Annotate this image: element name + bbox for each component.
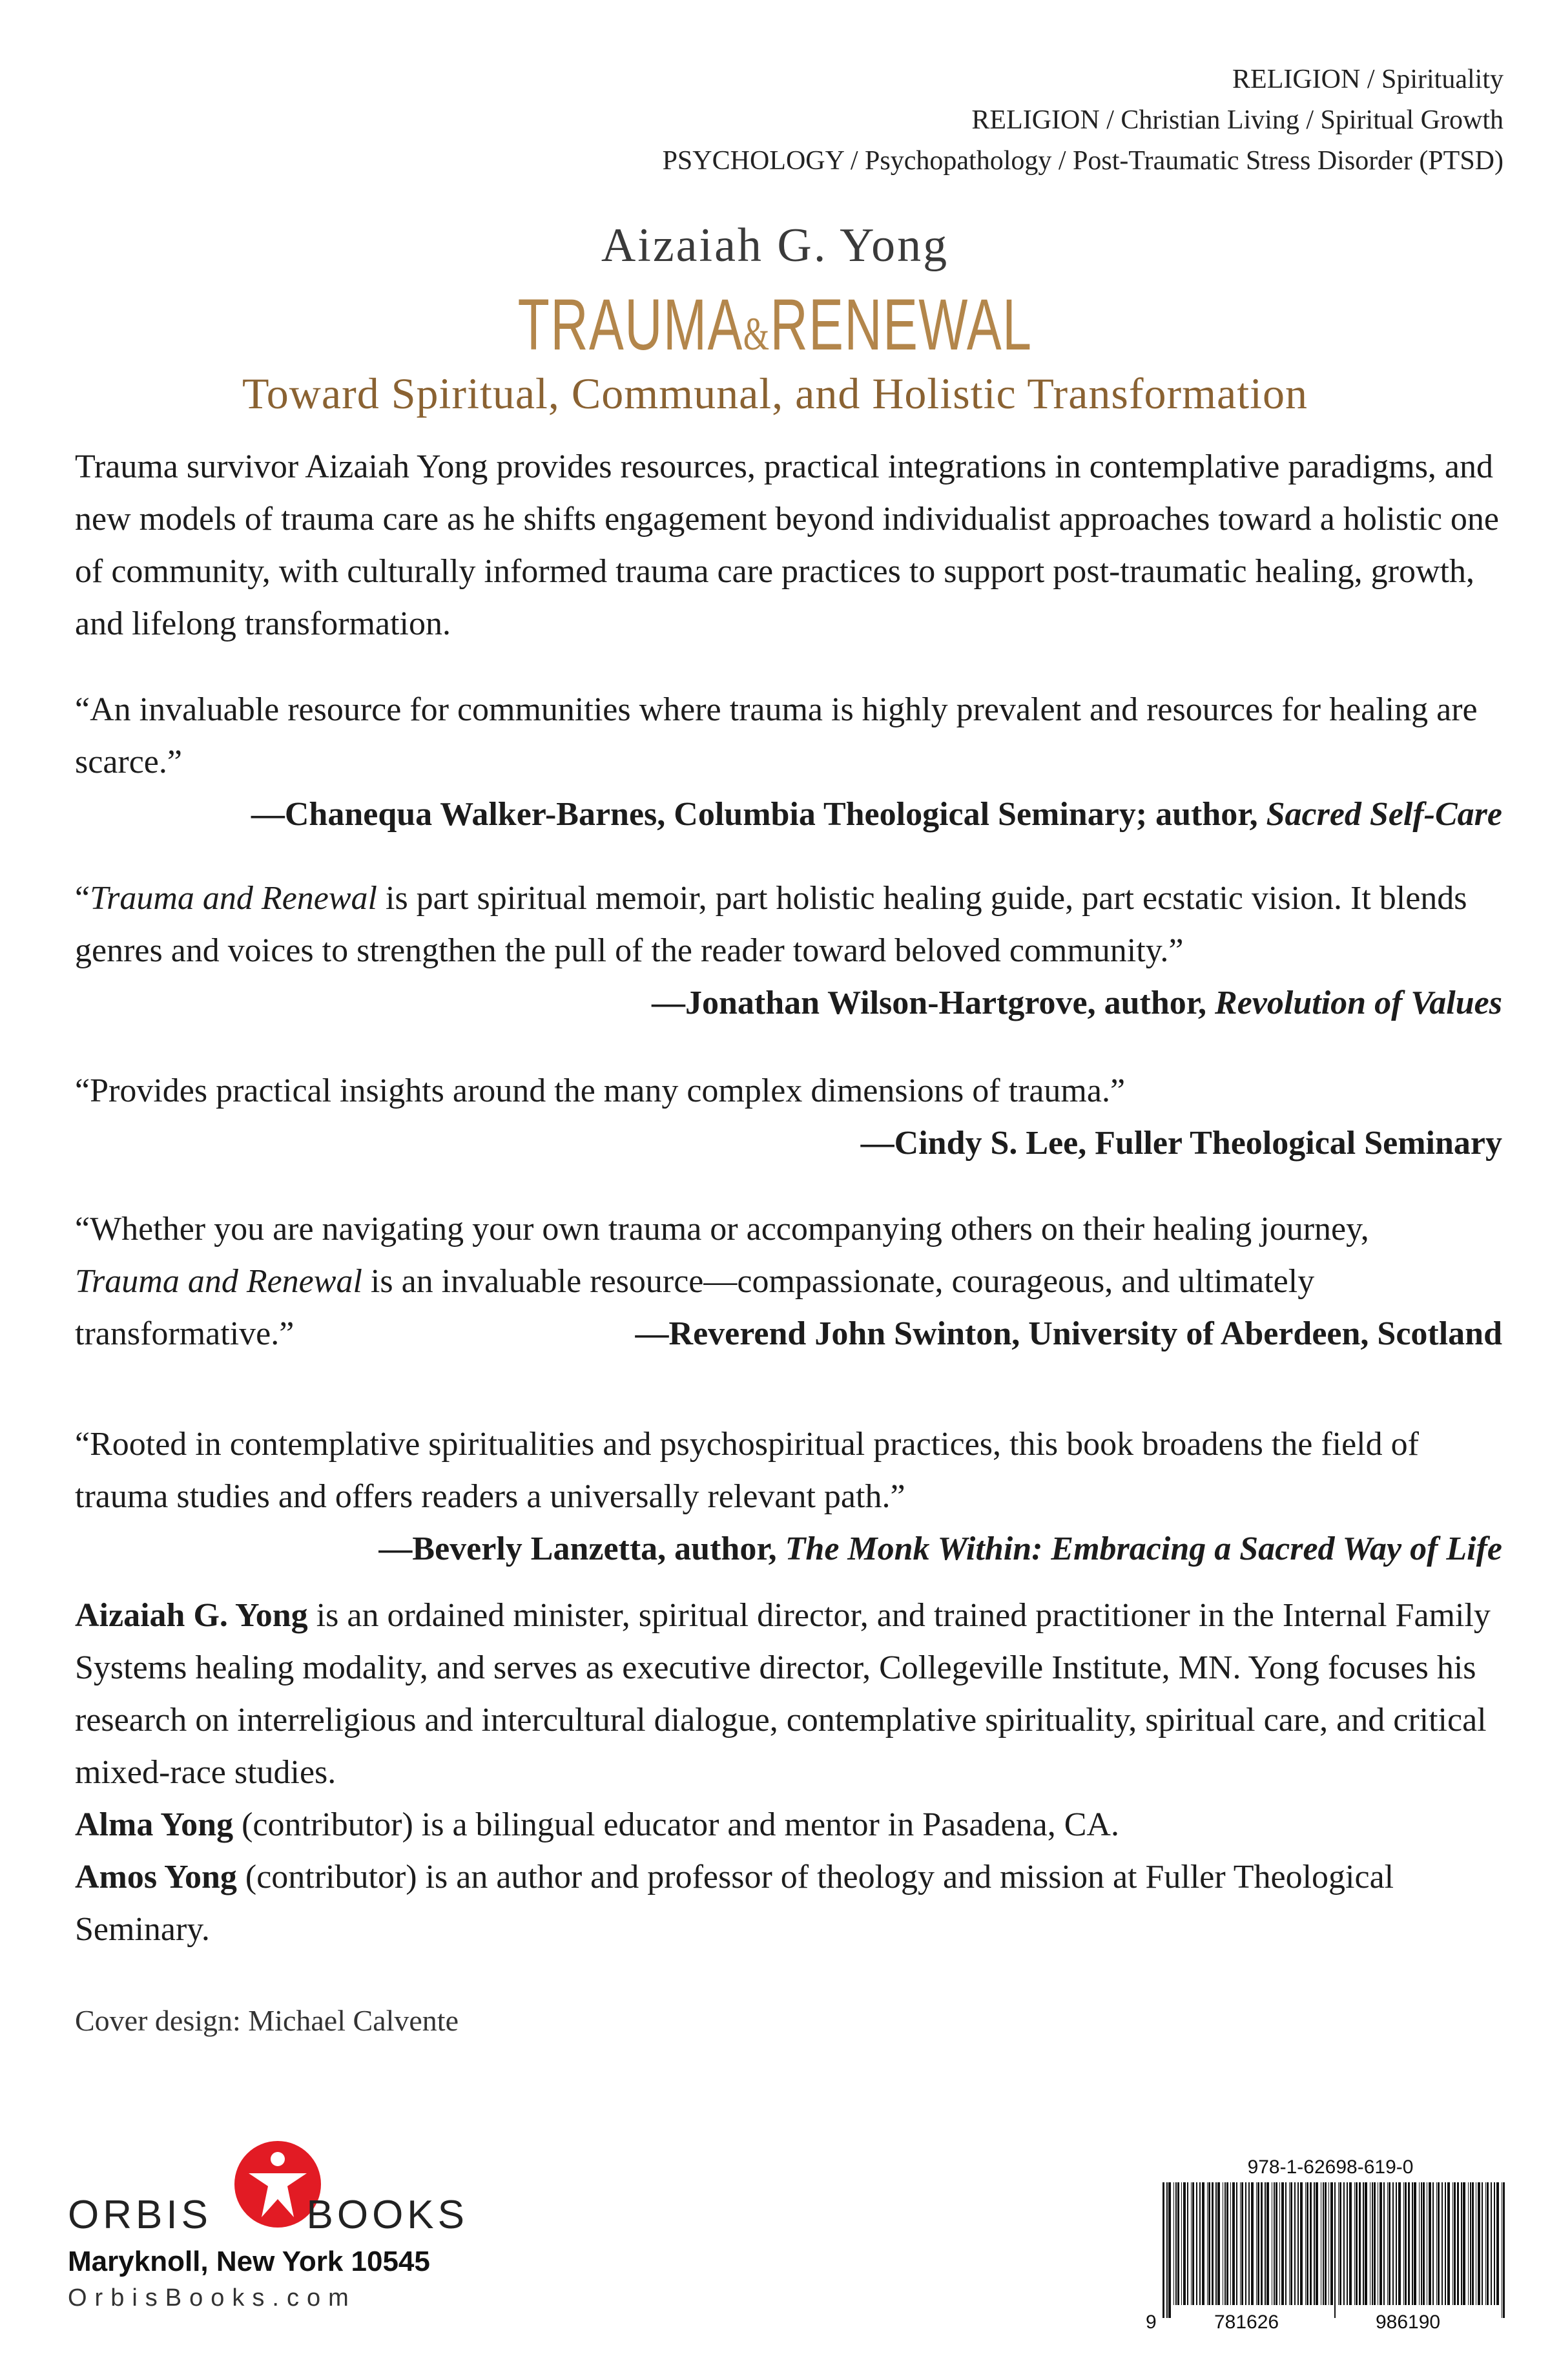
title-part-1: TRAUMA: [517, 284, 743, 365]
bisac-categories: [663, 59, 1504, 182]
barcode-icon: [1143, 2182, 1518, 2318]
endorsement-attribution: —Beverly Lanzetta, author, The Monk Within: Embracing a Sacred Way of Life: [378, 1530, 1502, 1567]
endorsed-work-title: Sacred Self-Care: [1266, 796, 1502, 833]
category-line: PSYCHOLOGY / Psychopathology / Post-Traumatic Stress Disorder (PTSD): [662, 146, 1504, 176]
bio-name: Aizaiah G. Yong: [75, 1597, 308, 1634]
isbn-barcode: 978-1-62698-619-0 9 781626 986190: [1143, 2156, 1518, 2350]
contributor-bios: [75, 1589, 1502, 1956]
endorsement: [75, 684, 1502, 840]
title-part-2: RENEWAL: [770, 284, 1033, 365]
category-line: RELIGION / Christian Living / Spiritual Growth: [971, 105, 1504, 135]
cover-design-credit: Cover design: Michael Calvente: [75, 2004, 459, 2037]
isbn-number: 978-1-62698-619-0: [1247, 2156, 1414, 2178]
endorsement-quote: “Provides practical insights around the many complex dimensions of trauma.”: [75, 1072, 1126, 1109]
endorsement: [75, 872, 1502, 1029]
endorsement-quote-line: “Whether you are navigating your own trauma or accompanying others on their healing journey,: [75, 1211, 1369, 1247]
book-title: [217, 283, 1333, 366]
endorsement-quote: “Rooted in contemplative spiritualities and psychospiritual practices, this book broadens the field of trauma studies and offers readers a universally relevant path.”: [75, 1426, 1419, 1515]
publisher-url: OrbisBooks.com: [68, 2284, 356, 2312]
endorsement-attribution: —Jonathan Wilson-Hartgrove, author, Revolution of Values: [651, 985, 1502, 1021]
publisher-address: Maryknoll, New York 10545: [68, 2246, 430, 2277]
endorsement-quote: “An invaluable resource for communities where trauma is highly prevalent and resources for healing are scarce.”: [75, 691, 1478, 780]
publisher-logo: ORBIS BOOKS Maryknoll, New York 10545 OrbisBooks.com: [68, 2132, 468, 2300]
endorsement-attribution: —Reverend John Swinton, University of Aberdeen, Scotland: [635, 1315, 1502, 1352]
endorsement-last-line: [75, 1308, 1502, 1360]
endorsement: [75, 1065, 1502, 1169]
bio-name: Alma Yong: [75, 1806, 234, 1843]
endorsement-quote-line: transformative.”: [75, 1315, 294, 1352]
endorsement-attribution: —Chanequa Walker-Barnes, Columbia Theological Seminary; author, Sacred Self-Care: [251, 796, 1502, 833]
endorsement-quote: “Trauma and Renewal is part spiritual memoir, part holistic healing guide, part ecstatic vision. It blends genres and voices to strengthen the pull of the reader toward beloved community.”: [75, 880, 1467, 969]
endorsement-quote-line: Trauma and Renewal is an invaluable resource—compassionate, courageous, and ultimately: [75, 1263, 1315, 1300]
bio-paragraph: Aizaiah G. Yong is an ordained minister, spiritual director, and trained practitioner in the Internal Family Systems healing modality, and serves as executive director, Collegeville Institute, MN. Yong focuses his research on interreligious and intercultural dialogue, contemplative spirituality, spiritual care, and critical mixed-race studies.: [75, 1597, 1491, 1791]
endorsement: [75, 1418, 1502, 1575]
book-subtitle: Toward Spiritual, Communal, and Holistic Transformation: [242, 369, 1308, 418]
endorsement-attribution: —Cindy S. Lee, Fuller Theological Seminary: [860, 1125, 1502, 1162]
title-ampersand: &: [743, 308, 770, 360]
category-line: RELIGION / Spirituality: [1232, 65, 1504, 94]
bio-name: Amos Yong: [75, 1859, 237, 1895]
book-author: Aizaiah G. Yong: [601, 219, 949, 272]
endorsed-work-title: Revolution of Values: [1215, 985, 1502, 1021]
bio-paragraph: Amos Yong (contributor) is an author and professor of theology and mission at Fuller Theological Seminary.: [75, 1859, 1394, 1948]
book-blurb: Trauma survivor Aizaiah Yong provides resources, practical integrations in contemplative paradigms, and new models of trauma care as he shifts engagement beyond individualist approaches toward a holistic one of community, with culturally informed trauma care practices to support post-traumatic healing, growth, and lifelong transformation.: [75, 448, 1499, 642]
bio-paragraph: Alma Yong (contributor) is a bilingual educator and mentor in Pasadena, CA.: [75, 1806, 1119, 1843]
endorsement: [75, 1203, 1502, 1360]
endorsed-work-title: The Monk Within: Embracing a Sacred Way of Life: [785, 1530, 1502, 1567]
